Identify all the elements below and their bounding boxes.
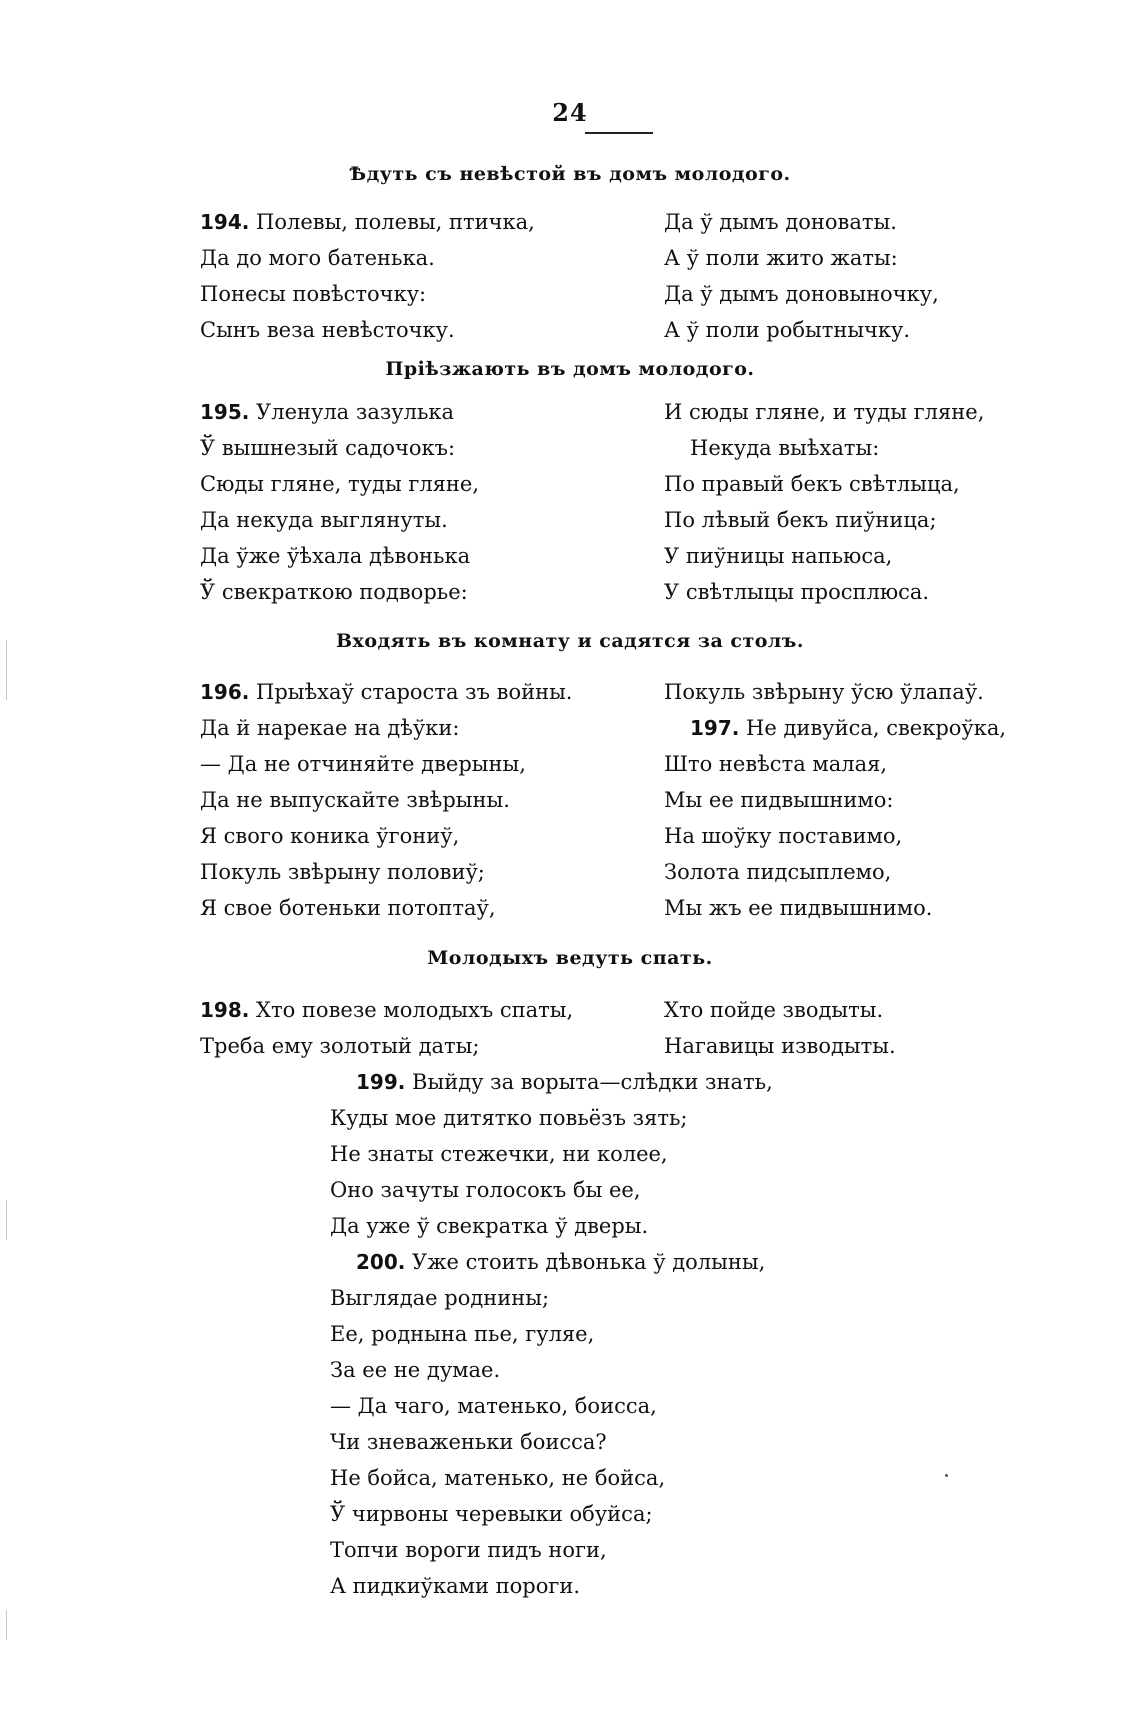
scan-margin-mark <box>6 1610 7 1640</box>
verse-line: Ее, роднына пье, гуляе, <box>330 1322 595 1346</box>
verse-line: Да ў дымъ доноваты. <box>664 210 897 234</box>
verse-line: Да ўже ўѣхала дѣвонька <box>200 544 471 568</box>
verse-line: И сюды гляне, и туды гляне, <box>664 400 985 424</box>
verse-line: Сынъ веза невѣсточку. <box>200 318 455 342</box>
verse-line: Што невѣста малая, <box>664 752 888 776</box>
verse-line: 196. Прыѣхаў староста зъ войны. <box>200 680 573 704</box>
section-heading: Молодыхъ ведуть спать. <box>427 947 713 969</box>
verse-line: Мы жъ ее пидвышнимо. <box>664 896 933 920</box>
verse-line: На шоўку поставимо, <box>664 824 903 848</box>
scan-speck <box>945 1474 948 1477</box>
verse-number: 196. <box>200 680 250 704</box>
verse-line: Золота пидсыплемо, <box>664 860 892 884</box>
verse-line: Куды мое дитятко повьёзъ зять; <box>330 1106 688 1130</box>
right-column <box>664 674 1006 926</box>
page-number-rule <box>585 132 653 134</box>
left-column <box>200 394 479 610</box>
section-heading: Ѣдуть съ невѣстой въ домъ молодого. <box>349 163 791 185</box>
verse-number: 200. <box>356 1250 406 1274</box>
verse-line: 197. Не дивуйса, свекроўка, <box>690 716 1007 740</box>
left-column <box>200 992 573 1064</box>
verse-line: Мы ее пидвышнимо: <box>664 788 894 812</box>
verse-number: 198. <box>200 998 250 1022</box>
verse-line: — Да не отчиняйте дверыны, <box>200 752 526 776</box>
left-column <box>200 204 535 348</box>
verse-line: Чи зневаженьки боисса? <box>330 1430 607 1454</box>
verse-line: Топчи вороги пидъ ноги, <box>330 1538 607 1562</box>
verse-line: А пидкиўками пороги. <box>330 1574 581 1598</box>
verse-line: 195. Уленула зазулька <box>200 400 455 424</box>
verse-line: За ее не думае. <box>330 1358 501 1382</box>
verse-line: Понесы повѣсточку: <box>200 282 427 306</box>
verse-line: — Да чаго, матенько, боисса, <box>330 1394 657 1418</box>
verse-line: 200. Уже стоить дѣвонька ў долыны, <box>356 1250 766 1274</box>
right-column <box>664 394 984 610</box>
verse-line: Я свое ботеньки потоптаў, <box>200 896 496 920</box>
verse-line: Ў свекраткою подворье: <box>200 580 468 604</box>
verse-line: По правый бекъ свѣтлыца, <box>664 472 960 496</box>
verse-line: Да й нарекае на дѣўки: <box>200 716 460 740</box>
verse-line: Ў вышнезый садочокъ: <box>200 436 456 460</box>
page-number: 24 <box>552 98 588 127</box>
verse-line: У свѣтлыцы просплюса. <box>664 580 930 604</box>
verse-line: Да не выпускайте звѣрыны. <box>200 788 510 812</box>
scan-margin-mark <box>6 1200 7 1240</box>
verse-line: Ў чирвоны черевыки обуйса; <box>330 1502 653 1526</box>
verse-number: 194. <box>200 210 250 234</box>
verse-number: 199. <box>356 1070 406 1094</box>
verse-line: 199. Выйду за ворыта—слѣдки знать, <box>356 1070 773 1094</box>
verse-line: Я свого коника ўгониў, <box>200 824 460 848</box>
center-poem <box>330 1064 773 1604</box>
verse-line: А ў поли робытнычку. <box>664 318 911 342</box>
verse-line: Да до мого батенька. <box>200 246 435 270</box>
verse-line: Треба ему золотый даты; <box>200 1034 480 1058</box>
verse-line: У пиўницы напьюса, <box>664 544 893 568</box>
right-column <box>664 204 939 348</box>
verse-line: Сюды гляне, туды гляне, <box>200 472 480 496</box>
verse-line: Да уже ў свекратка ў дверы. <box>330 1214 649 1238</box>
verse-line: Некуда выѣхаты: <box>690 436 880 460</box>
verse-line: По лѣвый бекъ пиўница; <box>664 508 937 532</box>
left-column <box>200 674 572 926</box>
section-heading: Пріѣзжають въ домъ молодого. <box>385 358 755 380</box>
verse-line: Нагавицы изводыты. <box>664 1034 896 1058</box>
verse-line: 194. Полевы, полевы, птичка, <box>200 210 535 234</box>
verse-line: 198. Хто повезе молодыхъ спаты, <box>200 998 574 1022</box>
right-column <box>664 992 896 1064</box>
verse-line: Покуль звѣрыну ўсю ўлапаў. <box>664 680 984 704</box>
verse-line: Выглядае роднины; <box>330 1286 550 1310</box>
verse-line: Да ў дымъ доновыночку, <box>664 282 939 306</box>
section-heading: Входять въ комнату и садятся за столъ. <box>335 630 805 652</box>
verse-line: Оно зачуты голосокъ бы ее, <box>330 1178 641 1202</box>
verse-line: А ў поли жито жаты: <box>664 246 898 270</box>
verse-line: Хто пойде зводыты. <box>664 998 884 1022</box>
verse-line: Покуль звѣрыну половиў; <box>200 860 485 884</box>
verse-line: Не бойса, матенько, не бойса, <box>330 1466 666 1490</box>
verse-line: Не знаты стежечки, ни колее, <box>330 1142 668 1166</box>
verse-line: Да некуда выглянуты. <box>200 508 448 532</box>
verse-number: 195. <box>200 400 250 424</box>
verse-number: 197. <box>690 716 740 740</box>
